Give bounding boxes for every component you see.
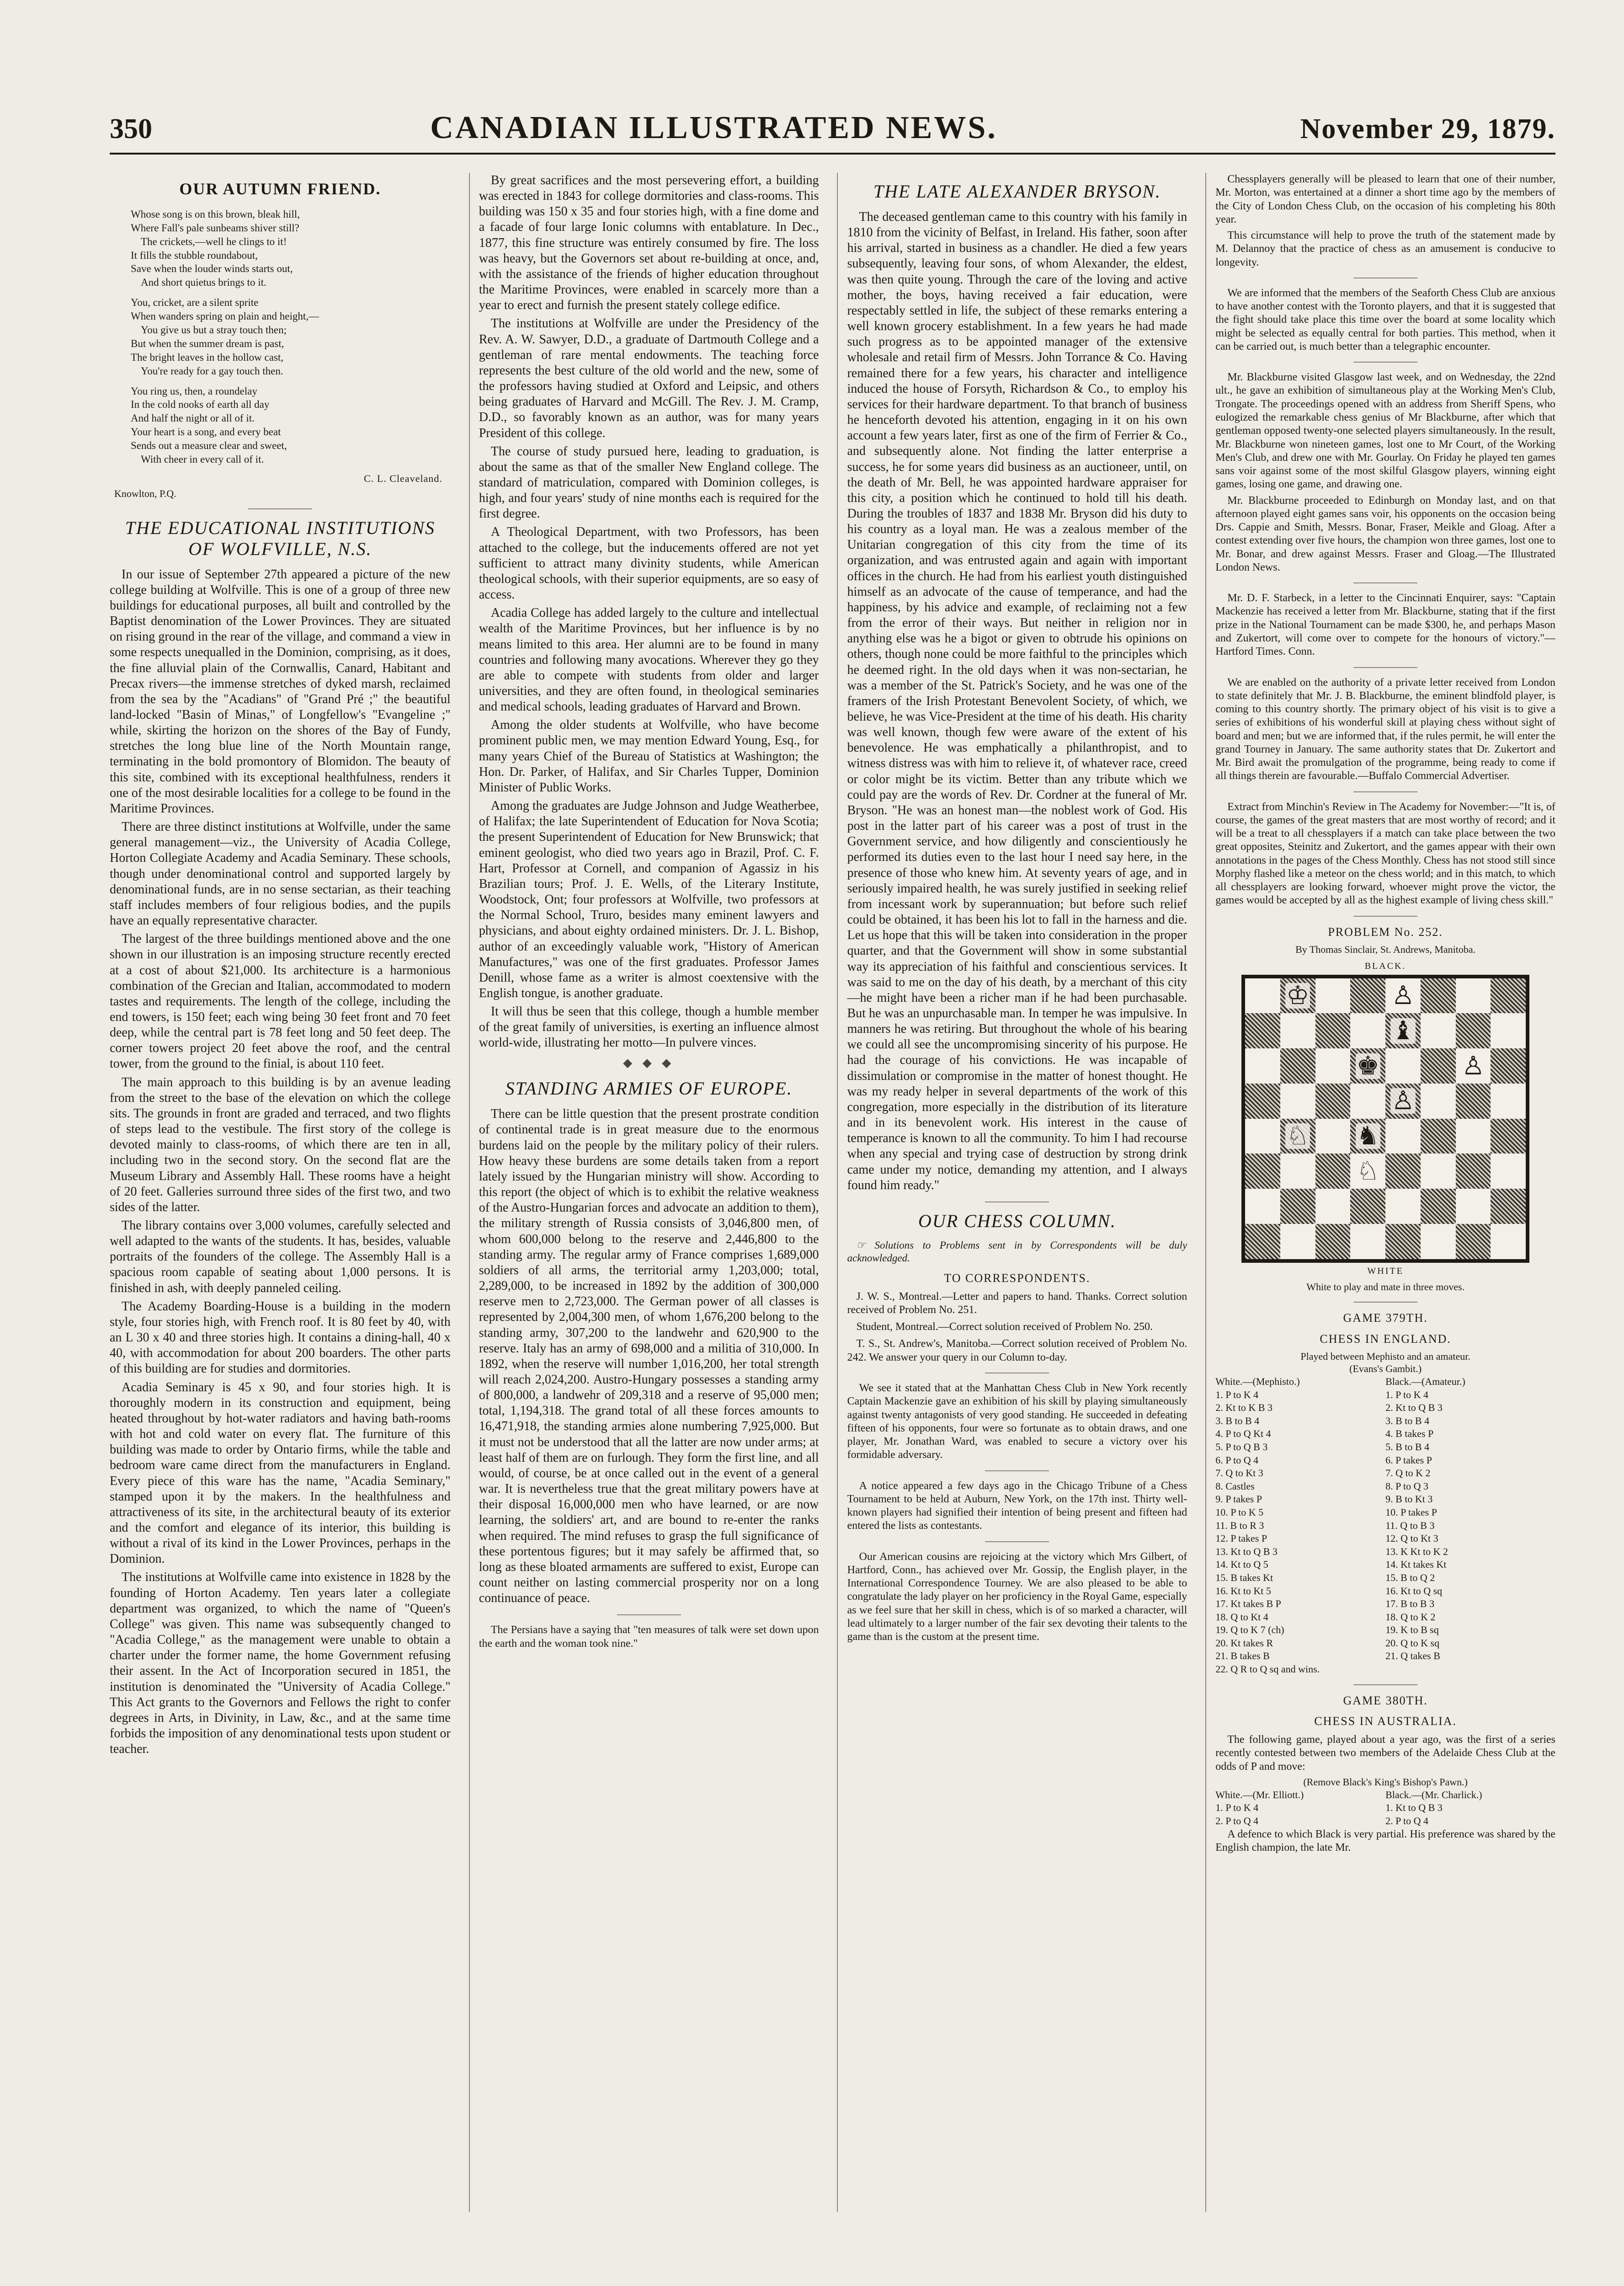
white-move: 9. P takes P xyxy=(1215,1493,1262,1505)
divider xyxy=(1353,362,1417,363)
black-move: 16. Kt to Q sq xyxy=(1385,1585,1443,1597)
poem-line: The bright leaves in the hollow cast, xyxy=(131,351,284,363)
black-move: 2. P to Q 4 xyxy=(1385,1815,1429,1827)
chess-news: Mr. D. F. Starbeck, in a letter to the Cincinnati Enquirer, says: "Captain Mackenzie has received a letter from Mr. Blackburne, stating that if the first prize in the National Tournament can be made $300, he, and perhaps Mason and Zukertort, will come over to compete for the honours of victory."—Hartford Times. Conn. xyxy=(1215,592,1556,658)
black-move: 6. P takes P xyxy=(1385,1454,1432,1466)
poem xyxy=(131,208,451,466)
problem-author: By Thomas Sinclair, St. Andrews, Manitoba. xyxy=(1295,944,1476,956)
poem-line: In the cold nooks of earth all day xyxy=(131,399,270,411)
board-square xyxy=(1456,978,1491,1014)
board-square xyxy=(1315,1189,1351,1224)
divider xyxy=(1353,667,1417,668)
paragraph: Acadia Seminary is 45 x 90, and four stories high. It is thoroughly modern in its construction and equipment, being heated throughout by hot-water radiators and having bath-rooms with hot and cold water on every flat. The furniture of this building was made to order by Ontario firms, while the table and bedroom ware came direct from the manufacturers in England. Every piece of this ware has the name, "Acadia Seminary," stamped upon it by the makers. In the healthfulness and attractiveness of its site, in the architectural beauty of its exterior and the comfort and elegance of its interior, this building is without a rival of its kind in the Lower Provinces, perhaps in the Dominion. xyxy=(110,1380,451,1566)
board-square xyxy=(1385,978,1421,1014)
chess-news: This circumstance will help to prove the truth of the statement made by M. Delannoy that the practice of chess as an amusement is conducive to longevity. xyxy=(1215,230,1556,268)
board-square xyxy=(1350,1224,1385,1259)
board-square xyxy=(1315,1119,1351,1154)
game-description: Played between Mephisto and an amateur. xyxy=(1300,1351,1470,1362)
white-move: 1. P to K 4 xyxy=(1215,1802,1259,1814)
divider xyxy=(985,1470,1049,1471)
white-move: 5. P to Q B 3 xyxy=(1215,1441,1268,1453)
board-square xyxy=(1315,1013,1351,1048)
game-subtitle: CHESS IN ENGLAND. xyxy=(1320,1332,1451,1346)
chess-piece-icon: ♘ xyxy=(1286,1121,1310,1151)
poem-line: You, cricket, are a silent sprite xyxy=(131,297,259,309)
white-move: 18. Q to Kt 4 xyxy=(1215,1611,1268,1623)
masthead xyxy=(110,110,1555,155)
column-1 xyxy=(110,173,451,2212)
poem-line: And short quietus brings to it. xyxy=(141,277,266,288)
paragraph: The course of study pursued here, leading to graduation, is about the same as that of the smaller New England college. The standard of matriculation, compared with Dominion colleges, is high, and four years' study of nine months each is required for the first degree. xyxy=(479,444,819,521)
chess-piece-icon: ♚ xyxy=(1356,1051,1379,1081)
poem-line: And half the night or all of it. xyxy=(131,412,255,424)
black-player: Black.—(Mr. Charlick.) xyxy=(1385,1789,1482,1800)
black-move: 2. Kt to Q B 3 xyxy=(1385,1402,1443,1414)
white-move: 12. P takes P xyxy=(1215,1533,1267,1544)
board-square xyxy=(1245,1224,1280,1259)
paragraph: By great sacrifices and the most persevering effort, a building was erected in 1843 for college dormitories and class-rooms. This building was 150 x 35 and four stories high, with a fine dome and a facade of four large Ionic columns with entablature. In Dec., 1877, this fine structure was entirely consumed by fire. The loss was heavy, but the Governors set about re-building at once, and, with the assistance of the friends of higher education throughout the Maritime Provinces, were enabled in scarcely more than a year to erect and furnish the present stately college edifice. xyxy=(479,173,819,313)
poem-line: You're ready for a gay touch then. xyxy=(141,365,283,377)
poem-line: When wanders spring on plain and height,— xyxy=(131,310,319,322)
correspondent-entry: J. W. S., Montreal.—Letter and papers to hand. Thanks. Correct solution received of Problem No. 251. xyxy=(847,1290,1187,1316)
poem-line: You give us but a stray touch then; xyxy=(141,324,287,336)
board-square xyxy=(1491,1189,1526,1224)
poem-line: The crickets,—well he clings to it! xyxy=(141,235,287,247)
board-label-black: BLACK. xyxy=(1364,961,1406,972)
chess-news: Extract from Minchin's Review in The Academy for November:—"It is, of course, the games of the great masters that are most worthy of record; and it will be a treat to all chessplayers if a match can take place between the two great opposites, Steinitz and Zukertort, and the games appear with their own annotations in the pages of the Chess Monthly. Chess has not stood still since Morphy flashed like a meteor on the chess world; and in this match, to which all chessplayers are looking forward, whoever might prove the victor, the games would be accepted by all as the highest example of living chess skill." xyxy=(1215,801,1556,907)
white-move: 14. Kt to Q 5 xyxy=(1215,1559,1268,1570)
divider xyxy=(248,508,312,509)
black-move: 11. Q to B 3 xyxy=(1385,1519,1435,1531)
game-opening: (Evans's Gambit.) xyxy=(1349,1363,1422,1375)
black-move: 4. B takes P xyxy=(1385,1428,1434,1440)
board-square xyxy=(1385,1189,1421,1224)
white-move: 8. Castles xyxy=(1215,1480,1255,1492)
game-title: GAME 380TH. xyxy=(1343,1693,1428,1707)
black-move: 1. Kt to Q B 3 xyxy=(1385,1802,1443,1814)
board-square xyxy=(1421,1084,1456,1119)
poem-line: With cheer in every call of it. xyxy=(141,454,264,465)
board-square xyxy=(1350,1084,1385,1119)
correspondents-title: TO CORRESPONDENTS. xyxy=(944,1271,1091,1285)
chess-column-title: OUR CHESS COLUMN. xyxy=(918,1210,1116,1231)
board-square xyxy=(1491,978,1526,1014)
column-2 xyxy=(469,173,819,2212)
chess-news: We are informed that the members of the Seaforth Chess Club are anxious to have another contest with the Toronto players, and that it is suggested that the fight should take place this time over the board at some locality which might be selected as equally central for both parties. This method, when it can be carried out, is much better than a telegraphic encounter. xyxy=(1215,287,1556,353)
black-move: 12. Q to Kt 3 xyxy=(1385,1533,1438,1544)
divider xyxy=(1353,916,1417,917)
board-square xyxy=(1280,1084,1315,1119)
board-square xyxy=(1245,1189,1280,1224)
stanza xyxy=(131,385,451,466)
divider xyxy=(985,1541,1049,1542)
white-move: 2. Kt to K B 3 xyxy=(1215,1402,1273,1414)
correspondent-entry: Student, Montreal.—Correct solution received of Problem No. 250. xyxy=(856,1321,1153,1333)
article-title: STANDING ARMIES OF EUROPE. xyxy=(505,1078,793,1099)
black-move: 1. P to K 4 xyxy=(1385,1389,1429,1400)
paragraph: Among the older students at Wolfville, who have become prominent public men, we may mention Edward Young, Esq., for many years Chief of the Bureau of Statistics at Washington; the Hon. Dr. Parker, of Halifax, and Sir Charles Tupper, Dominion Minister of Public Works. xyxy=(479,718,819,795)
board-square xyxy=(1421,1224,1456,1259)
black-move: 5. B to B 4 xyxy=(1385,1441,1430,1453)
game-note: A defence to which Black is very partial. His preference was shared by the English champion, the late Mr. xyxy=(1215,1828,1556,1853)
black-move: 14. Kt takes Kt xyxy=(1385,1559,1447,1570)
paragraph: Among the graduates are Judge Johnson and Judge Weatherbee, of Halifax; the late Superintendent of Education for Nova Scotia; the present Superintendent of Education for New Brunswick; that eminent geologist, who died two years ago in Brazil, Prof. C. F. Hart, Professor at Cornell, and companion of Agassiz in his Brazilian tours; Prof. J. E. Wells, of the Literary Institute, Woodstock, Ont; four professors at Wolfville, two professors at the Normal School, Truro, besides many eminent lawyers and physicians, and about eighty ordained ministers. Dr. J. L. Bishop, author of an exceedingly valuable work, "History of American Manufactures," was one of the first graduates. Professor James Denill, whose fame as a writer is almost coextensive with the English tongue, is another graduate. xyxy=(479,799,819,1000)
chess-news: We are enabled on the authority of a private letter received from London to state definitely that Mr. J. B. Blackburne, the eminent blindfold player, is coming to this country shortly. The primary object of his visit is to give a series of exhibitions of his wonderful skill at playing chess without sight of board and men; but we are informed that, if the rules permit, he will enter the grand Tourney in January. The same authority states that Dr. Zukertort and Mr. Bird await the promulgation of the programme, being ready to come if all things therein are favourable.—Buffalo Commercial Advertiser. xyxy=(1215,676,1556,782)
poem-line: Whose song is on this brown, bleak hill, xyxy=(131,208,300,220)
article-title: THE EDUCATIONAL INSTITUTIONS OF WOLFVILLE, N.S. xyxy=(125,517,436,559)
board-square xyxy=(1456,1084,1491,1119)
white-move: 1. P to K 4 xyxy=(1215,1389,1259,1400)
black-move: 13. K Kt to K 2 xyxy=(1385,1545,1448,1557)
black-move: 10. P takes P xyxy=(1385,1506,1437,1518)
chess-diagram xyxy=(1241,961,1529,1277)
ornament-divider: ◆ ◆ ◆ xyxy=(623,1056,675,1069)
board-square xyxy=(1385,1154,1421,1189)
board-square xyxy=(1245,978,1280,1014)
game-moves xyxy=(1215,1375,1555,1676)
footnote: The Persians have a saying that "ten measures of talk were set down upon the earth and the woman took nine." xyxy=(479,1624,819,1650)
chess-news: Chessplayers generally will be pleased to learn that one of their number, Mr. Morton, was entertained at a dinner a short time ago by the members of the City of London Chess Club, on the occasion of his completing his 80th year. xyxy=(1215,173,1556,225)
white-player: White.—(Mr. Elliott.) xyxy=(1215,1789,1304,1800)
board-square xyxy=(1456,1224,1491,1259)
board-square xyxy=(1280,1154,1315,1189)
issue-date: November 29, 1879. xyxy=(1300,113,1555,144)
white-move: 16. Kt to Kt 5 xyxy=(1215,1585,1271,1597)
white-move: 4. P to Q Kt 4 xyxy=(1215,1428,1271,1440)
white-move: 15. B takes Kt xyxy=(1215,1571,1273,1583)
board-square xyxy=(1280,1013,1315,1048)
board-square xyxy=(1421,1048,1456,1084)
board-square xyxy=(1245,1013,1280,1048)
white-move: 22. Q R to Q sq and wins. xyxy=(1215,1663,1320,1675)
board-square xyxy=(1491,1224,1526,1259)
divider xyxy=(1353,1302,1417,1303)
white-move: 11. B to R 3 xyxy=(1215,1519,1264,1531)
board-square xyxy=(1315,1048,1351,1084)
board-square xyxy=(1456,1154,1491,1189)
board-label-white: WHITE xyxy=(1367,1266,1404,1276)
white-move: 7. Q to Kt 3 xyxy=(1215,1467,1263,1479)
board-square xyxy=(1491,1048,1526,1084)
board-square xyxy=(1280,1119,1315,1154)
paragraph: In our issue of September 27th appeared a picture of the new college building at Wolfville. This is one of a group of three new buildings for educational purposes, all built and controlled by the Baptist denomination of the Lower Provinces. They are situated on rising ground in the rear of the village, and command a view in some respects unequalled in the Dominion, comprising, as it does, the fine alluvial plain of the Cornwallis, Canard, Habitant and Precax rivers—the immense stretches of dyked marsh, reclaimed from the sea by the "Acadians" of "Grand Pré ;" the beautiful land-locked "Basin of Minas," of Longfellow's "Evangeline ;" while, skirting the horizon on the shores of the Bay of Fundy, stretches the long blue line of the North Mountain range, terminating in the bold promontory of Blomidon. The beauty of this site, combined with its exceptional healthfulness, renders it one of the most desirable localities for a college to be found in the Maritime Provinces. xyxy=(110,567,451,816)
white-move: 10. P to K 5 xyxy=(1215,1506,1264,1518)
paragraph: The library contains over 3,000 volumes, carefully selected and well adapted to the wants of the students. It has, besides, valuable portraits of the founders of the college. The Assembly Hall is a spacious room capable of seating about 1,000 persons. It is finished in ash, with deeply panneled ceiling. xyxy=(110,1218,451,1295)
board-square xyxy=(1385,1224,1421,1259)
pointing-hand-icon: ☞ xyxy=(856,1239,875,1251)
page-number: 350 xyxy=(110,113,152,144)
white-move: 2. P to Q 4 xyxy=(1215,1815,1259,1827)
paragraph: The largest of the three buildings mentioned above and the one shown in our illustration is an imposing structure recently erected at a cost of about $21,000. Its architecture is a harmonious combination of the Grecian and Italian, accommodated to modern tastes and requirements. The length of the college, including the end towers, is 150 feet; each wing being 30 feet front and 70 feet deep, while the central part is 78 feet long and 50 feet deep. The corner towers project 20 feet above the roof, and the central tower, from the ground to the finial, is about 110 feet. xyxy=(110,932,451,1071)
game-title: GAME 379TH. xyxy=(1343,1311,1428,1325)
board-square xyxy=(1350,1048,1385,1084)
black-move: 9. B to Kt 3 xyxy=(1385,1493,1433,1505)
board-square xyxy=(1491,1154,1526,1189)
board-square xyxy=(1385,1084,1421,1119)
board-square xyxy=(1491,1013,1526,1048)
chess-piece-icon: ♝ xyxy=(1391,1015,1415,1046)
chess-news: Mr. Blackburne proceeded to Edinburgh on Monday last, and on that afternoon played eight games sans voir, his opponents on the occasion being Drs. Cappie and Smith, Messrs. Bonar, Fraser, Meikle and Gloag. After a contest extending over five hours, the champion won three games, lost one to Mr. Bonar, and drew against Messrs. Fraser and Gloag.—The Illustrated London News. xyxy=(1215,494,1556,573)
paragraph: The Academy Boarding-House is a building in the modern style, four stories high, with French roof. It is 80 feet by 40, with an L 30 x 40 and three stories high. It contains a dining-hall, 40 x 40, with accommodation for about 200 boarders. The other parts of this building are for studies and dormitories. xyxy=(110,1299,451,1376)
board-square xyxy=(1491,1084,1526,1119)
board-square xyxy=(1421,1013,1456,1048)
white-move: 13. Kt to Q B 3 xyxy=(1215,1545,1278,1557)
columns xyxy=(110,173,1555,2212)
white-move: 20. Kt takes R xyxy=(1215,1637,1273,1649)
board-square xyxy=(1280,978,1315,1014)
chess-board xyxy=(1241,975,1529,1263)
board-square xyxy=(1491,1119,1526,1154)
chess-piece-icon: ♔ xyxy=(1286,981,1310,1011)
poem-place: Knowlton, P.Q. xyxy=(114,487,176,499)
poem-line: Sends out a measure clear and sweet, xyxy=(131,440,287,452)
newspaper-title: CANADIAN ILLUSTRATED NEWS. xyxy=(430,110,997,145)
black-move: 7. Q to K 2 xyxy=(1385,1467,1431,1479)
white-move: 6. P to Q 4 xyxy=(1215,1454,1259,1466)
poem-line: Your heart is a song, and every beat xyxy=(131,426,281,438)
poem-line: Save when the louder winds starts out, xyxy=(131,263,293,275)
black-move: 21. Q takes B xyxy=(1385,1650,1440,1662)
correspondent-entry: T. S., St. Andrew's, Manitoba.—Correct solution received of Problem No. 242. We answer your query in our Column to-day. xyxy=(847,1338,1187,1363)
board-square xyxy=(1245,1084,1280,1119)
black-move: 20. Q to K sq xyxy=(1385,1637,1440,1649)
paragraph: The main approach to this building is by an avenue leading from the street to the base of the elevation on which the college sits. The grounds in front are graded and terraced, and two flights of steps lead to the vestibule. The first story of the college is devoted mainly to class-rooms, of which there are ten in all, including two in the second story. On the second flat are the Museum Library and Assembly Hall. These rooms have a height of 20 feet. Galleries surround three sides of the first two, and two sides of the latter. xyxy=(110,1075,451,1214)
board-square xyxy=(1245,1048,1280,1084)
chess-news: We see it stated that at the Manhattan Chess Club in New York recently Captain Mackenzie gave an exhibition of his skill by playing simultaneously against twenty antagonists of very good standing. He succeeded in defeating fifteen of his opponents, four were so fortunate as to obtain draws, and one player, Mr. Jonathan Ward, was enabled to secure a victory over his formidable adversary. xyxy=(847,1382,1187,1461)
board-square xyxy=(1280,1048,1315,1084)
paragraph: There can be little question that the present prostrate condition of continental trade is in great measure due to the enormous burdens laid on the people by the military policy of their rulers. How heavy these burdens are some details taken from a report lately issued by the Hungarian ministry will show. According to this report (the object of which is to exhibit the relative weakness of the Austro-Hungarian forces and advocate an addition to them), the military strength of Russia consists of 3,046,800 men, of whom 600,000 belong to the reserve and 2,446,800 to the standing army. The regular army of France comprises 1,689,000 soldiers of all arms, the territorial army 1,203,000; total, 2,289,000, to be increased in 1892 by the addition of 300,000 reserve men to 2,723,000. The German power of all classes is represented by 2,004,300 men, of whom 1,676,200 belong to the standing army, 307,200 to the landwehr and 620,900 to the reserve. Italy has an army of 698,000 and a militia of 310,000. In 1892, when the reserve will number 1,016,200, her total strength will reach 2,024,200. Austro-Hungary possesses a standing army of 800,000, a landwehr of 209,318 and a reserve of 95,000 men; total, 1,194,318. The grand total of all these forces amounts to 16,471,918, the standing armies alone numbering 7,925,000. But it must not be understood that all the latter are now under arms; at least half of them are on furlough. They form the first line, and all would, of course, be at once called out in the event of a general war. It is nevertheless true that the great military powers have at their disposal 16,000,000 men who have learned, or are now learning, the soldiers' art, and are bound to re-enter the ranks when required. The mind refuses to grasp the full significance of these portentous figures; but it may safely be affirmed that, so long as these bloated armaments are suffered to exist, Europe can count neither on lasting commercial prosperity nor on a long continuance of peace. xyxy=(479,1107,819,1606)
chess-notice-text: Solutions to Problems sent in by Correspondents will be duly acknowledged. xyxy=(847,1239,1187,1264)
board-square xyxy=(1280,1189,1315,1224)
poem-signature: C. L. Cleaveland. xyxy=(364,472,442,484)
board-square xyxy=(1385,1013,1421,1048)
board-square xyxy=(1456,1048,1491,1084)
board-square xyxy=(1350,1189,1385,1224)
board-square xyxy=(1350,978,1385,1014)
black-move: 3. B to B 4 xyxy=(1385,1415,1430,1426)
white-player: White.—(Mephisto.) xyxy=(1215,1376,1300,1387)
black-move: 8. P to Q 3 xyxy=(1385,1480,1429,1492)
game-description: The following game, played about a year ago, was the first of a series recently contested between two members of the Adelaide Chess Club at the odds of P and move: xyxy=(1215,1734,1556,1773)
problem-caption: White to play and mate in three moves. xyxy=(1306,1281,1465,1293)
board-square xyxy=(1315,978,1351,1014)
board-square xyxy=(1280,1224,1315,1259)
chess-piece-icon: ♙ xyxy=(1391,1086,1415,1116)
divider xyxy=(617,1614,681,1615)
divider xyxy=(1353,1684,1417,1685)
board-square xyxy=(1315,1154,1351,1189)
black-move: 18. Q to K 2 xyxy=(1385,1611,1436,1623)
board-square xyxy=(1245,1119,1280,1154)
board-square xyxy=(1350,1154,1385,1189)
paragraph: The deceased gentleman came to this country with his family in 1810 from the vicinity of Belfast, in Ireland. His father, soon after his arrival, started in business as a chandler. He died a few years subsequently, leaving four sons, of whom Alexander, the eldest, was then quite young. Through the care of the loving and active mother, the boys, having received a fair education, were respectably settled in life, the subject of these remarks entering a well known grocery establishment. In a few years he had made such progress as to be appointed manager of the extensive wholesale and retail firm of Messrs. John Torrance & Co. Having remained there for a few years, his character and intelligence induced the house of Forsyth, Richardson & Co., to employ his services for their hardware department. To that branch of business he henceforth devoted his attention, engaging in it on his own account a few years later, first as one of the firm of Ferrier & Co., and subsequently alone. Not finding the latter enterprise a success, he for some years did business as an auctioneer, until, on the death of Mr. Bell, he was appointed hardware appraiser for this city, a position which he continued to hold till his death. During the troubles of 1837 and 1838 Mr. Bryson did his duty to his country as a loyal man. He was a zealous member of the Unitarian congregation of this city from the time of its organization, and was entrusted again and again with important offices in the church. He had from his earliest youth distinguished himself as an advocate of the cause of temperance, and had the happiness, by his advice and example, of reclaiming not a few from the error of their ways. But neither in religion nor in anything else was he a bigot or given to obtrude his opinions on others, though none could be more faithful to the principles which he deemed right. In the old days when it was non-sectarian, he was a member of the St. Patrick's Society, and he was one of the framers of the Irish Protestant Benevolent Society, of which, we believe, he was Vice-President at the time of his death. His charity was well known, though few were aware of the extent of his benevolence. He was emphatically a philanthropist, and to witness distress was with him to relieve it, of whatever race, creed or color might be its victim. Better than any tribute which we could pay are the words of Rev. Dr. Cordner at the funeral of Mr. Bryson. "He was an honest man—the noblest work of God. His post in the latter part of his career was a post of trust in the Government service, and how diligently and conscientiously he performed its duties even to the last hour I need say here, in the presence of those who knew him. At seventy years of age, and in seriously impaired health, he was surely justified in seeking relief from incessant work by superannuation; but before such relief could be obtained, it has been his lot to fall in the harness and die. Let us hope that this will be taken into consideration in the proper quarter, and that the Government will show in some substantial way its appreciation of his faithful and conscientious services. It was said to me on the day of his death, by a merchant of this city—he might have been a richer man if he had been purchasable. But he was an unpurchasable man. In temper he was impulsive. In manners he was retiring. But throughout the whole of his bearing we could all see the uncompromising sincerity of his purpose. He had the courage of his convictions. He was incapable of dissimulation or compromise in the matter of honest thought. He was my ready helper in several departments of the work of this congregation, more especially in the distribution of its literature and in its benevolent work. His interest in the cause of temperance is known to all the community. To him I had recourse when any special and trying case of destruction by strong drink came under my notice, demanding my attention, and I always found him ready." xyxy=(847,210,1187,1192)
game-subtitle: CHESS IN AUSTRALIA. xyxy=(1314,1714,1457,1728)
stanza xyxy=(131,208,451,289)
board-square xyxy=(1315,1084,1351,1119)
board-square xyxy=(1421,978,1456,1014)
paragraph: It will thus be seen that this college, though a humble member of the great family of universities, is exerting an influence almost world-wide, illustrating her motto—In pulvere vinces. xyxy=(479,1004,819,1050)
board-square xyxy=(1421,1189,1456,1224)
board-square xyxy=(1350,1119,1385,1154)
stanza xyxy=(131,296,451,378)
paragraph: Acadia College has added largely to the culture and intellectual wealth of the Maritime Provinces, but her influence is by no means limited to this area. Her alumni are to be found in many countries and following many avocations. Wherever they go they are able to compete with students from older and larger universities, and they are often found, in theological seminaries and medical schools, leading graduates of Harvard and Brown. xyxy=(479,606,819,714)
game-moves xyxy=(1215,1789,1555,1828)
white-move: 3. B to B 4 xyxy=(1215,1415,1260,1426)
paragraph: A Theological Department, with two Professors, has been attached to the college, but the inducements offered are not yet sufficient to attract many divinity students, while American theological schools, with their superior equipments, are so easy of access. xyxy=(479,525,819,602)
white-move: 21. B takes B xyxy=(1215,1650,1270,1662)
game-opening: (Remove Black's King's Bishop's Pawn.) xyxy=(1303,1776,1468,1788)
poem-line: Where Fall's pale sunbeams shiver still? xyxy=(131,222,299,234)
divider xyxy=(1353,791,1417,792)
paragraph: The institutions at Wolfville are under the Presidency of the Rev. A. W. Sawyer, D.D., a graduate of Dartmouth College and a gentleman of rare mental endowments. The teaching force represents the best culture of the old world and the new, some of the professors having studied at Oxford and Leipsic, and others being graduates of Harvard and McGill. The Rev. J. M. Cramp, D.D., so favorably known as an author, was for many years President of this college. xyxy=(479,316,819,440)
chess-news: Our American cousins are rejoicing at the victory which Mrs Gilbert, of Hartford, Conn., has achieved over Mr. Gossip, the English player, in the International Correspondence Tourney. We are also pleased to be able to congratulate the lady player on her proficiency in the Royal Game, especially as we feel sure that her skill in chess, which is of so marked a character, will lead ultimately to a larger number of the fair sex devoting their talents to the game than is the custom at the present time. xyxy=(847,1550,1187,1643)
paragraph: There are three distinct institutions at Wolfville, under the same general management—viz., the University of Acadia College, Horton Collegiate Academy and Acadia Seminary. These schools, though under denominational control and supported largely by denominational funds, are in no sense sectarian, as their teaching staff includes members of four religious bodies, and the pupils have an equally representative character. xyxy=(110,820,451,928)
board-square xyxy=(1245,1154,1280,1189)
chess-news: A notice appeared a few days ago in the Chicago Tribune of a Chess Tournament to be held at Auburn, New York, on the 17th inst. Thirty well-known players had signified their intention of being present and fifteen had entered the lists as contestants. xyxy=(847,1479,1187,1532)
article-title: THE LATE ALEXANDER BRYSON. xyxy=(873,181,1161,202)
chess-notice xyxy=(847,1239,1187,1265)
poem-line: But when the summer dream is past, xyxy=(131,337,284,349)
board-square xyxy=(1350,1013,1385,1048)
board-square xyxy=(1315,1224,1351,1259)
chess-news: Mr. Blackburne visited Glasgow last week, and on Wednesday, the 22nd ult., he gave an exhibition of simultaneous play at the Working Men's Club, Trongate. The proceedings opened with an address from Sheriff Spens, who eulogized the remarkable chess genius of Mr Blackburne, after which that gentleman opposed twenty-one selected players simultaneously. In the result, Mr. Blackburne won nineteen games, lost one to Mr Court, of the Working Men's Club, and drew one with Mr. Gourlay. On Friday he played ten games sans voir against some of the most skilful Glasgow players, winning eight games, losing one game, and drawing one. xyxy=(1215,371,1556,491)
board-square xyxy=(1385,1048,1421,1084)
chess-piece-icon: ♞ xyxy=(1356,1121,1379,1151)
black-player: Black.—(Amateur.) xyxy=(1385,1376,1465,1387)
board-square xyxy=(1456,1119,1491,1154)
board-square xyxy=(1456,1189,1491,1224)
poem-line: You ring us, then, a roundelay xyxy=(131,385,257,397)
board-square xyxy=(1456,1013,1491,1048)
black-move: 17. B to B 3 xyxy=(1385,1598,1435,1610)
poem-line: It fills the stubble roundabout, xyxy=(131,249,258,261)
black-move: 19. K to B sq xyxy=(1385,1624,1439,1636)
board-square xyxy=(1421,1154,1456,1189)
chess-piece-icon: ♘ xyxy=(1356,1156,1379,1186)
black-move: 15. B to Q 2 xyxy=(1385,1571,1435,1583)
chess-piece-icon: ♙ xyxy=(1461,1051,1485,1081)
divider xyxy=(1353,582,1417,583)
paragraph: The institutions at Wolfville came into existence in 1828 by the founding of Horton Academy. Ten years later a collegiate department was organized, to which the name of "Queen's College" was given. This name was subsequently changed to "Acadia College," as the management were unable to obtain a charter under the former name, the home Government refusing their assent. In the Act of Incorporation secured in 1851, the institution is denominated the "University of Acadia College." This Act grants to the Governors and Fellows the right to confer degrees in Arts, in Divinity, in Law, &c., and at the same time forbids the imposition of any denominational tests upon student or teacher. xyxy=(110,1570,451,1757)
problem-title: PROBLEM No. 252. xyxy=(1328,925,1443,939)
black-move xyxy=(1385,1663,1555,1676)
board-square xyxy=(1421,1119,1456,1154)
chess-piece-icon: ♙ xyxy=(1391,981,1415,1011)
white-move: 19. Q to K 7 (ch) xyxy=(1215,1624,1284,1636)
white-move: 17. Kt takes B P xyxy=(1215,1598,1281,1610)
board-square xyxy=(1385,1119,1421,1154)
column-3 xyxy=(837,173,1187,2212)
column-4 xyxy=(1205,173,1555,2212)
poem-title: OUR AUTUMN FRIEND. xyxy=(179,180,381,198)
